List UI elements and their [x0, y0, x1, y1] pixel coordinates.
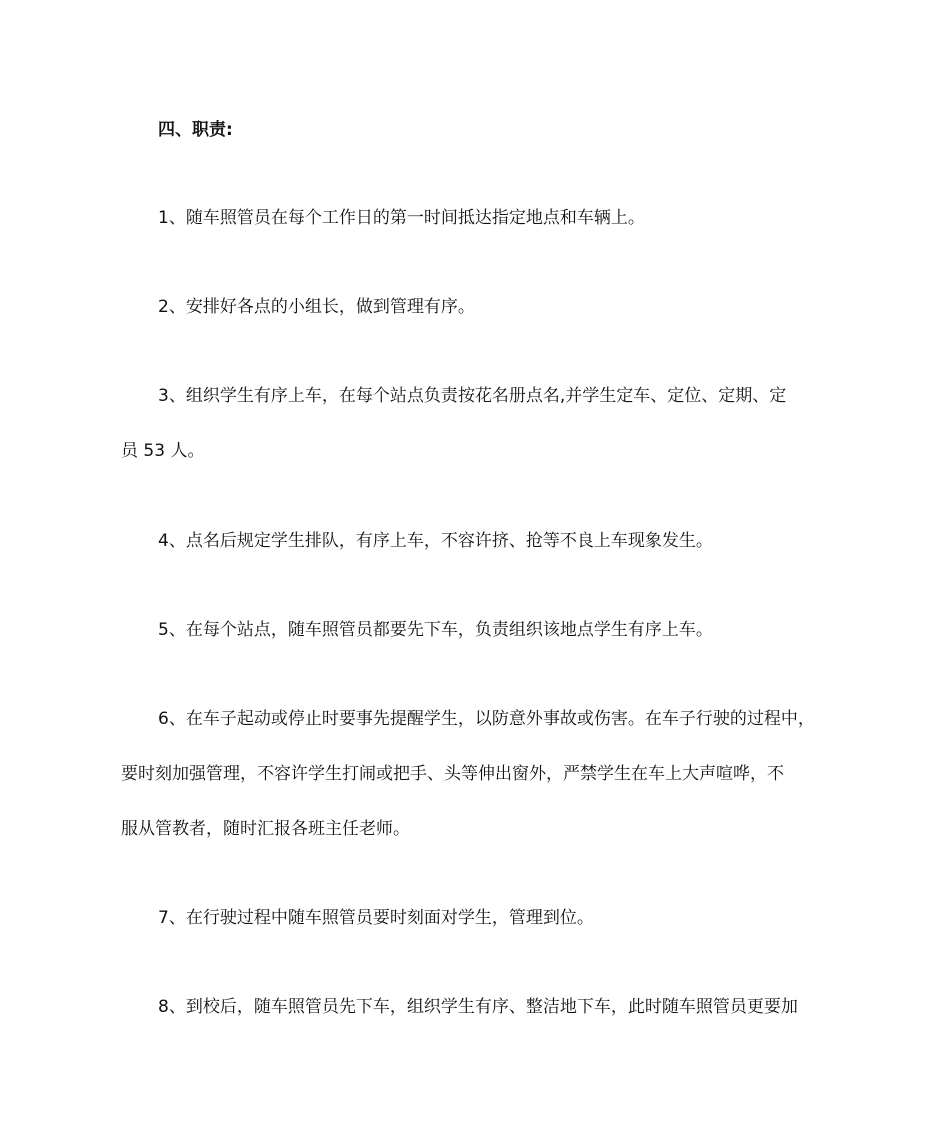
paragraph-6-line-3: 服从管教者，随时汇报各班主任老师。: [121, 819, 410, 839]
paragraph-8-line-1: 8、到校后，随车照管员先下车，组织学生有序、整洁地下车，此时随车照管员更要加: [158, 997, 798, 1017]
paragraph-6-line-1: 6、在车子起动或停止时要事先提醒学生，以防意外事故或伤害。在车子行驶的过程中，: [158, 709, 815, 729]
paragraph-3-line-1: 3、组织学生有序上车，在每个站点负责按花名册点名,并学生定车、定位、定期、定: [158, 386, 787, 406]
paragraph-1-line-1: 1、随车照管员在每个工作日的第一时间抵达指定地点和车辆上。: [158, 208, 645, 228]
section-heading: 四、职责:: [158, 120, 233, 140]
paragraph-3-line-2: 员 53 人。: [121, 441, 205, 461]
paragraph-5-line-1: 5、在每个站点，随车照管员都要先下车，负责组织该地点学生有序上车。: [158, 620, 713, 640]
paragraph-2-line-1: 2、安排好各点的小组长，做到管理有序。: [158, 297, 475, 317]
paragraph-7-line-1: 7、在行驶过程中随车照管员要时刻面对学生，管理到位。: [158, 908, 594, 928]
paragraph-4-line-1: 4、点名后规定学生排队，有序上车，不容许挤、抢等不良上车现象发生。: [158, 531, 713, 551]
paragraph-6-line-2: 要时刻加强管理，不容许学生打闹或把手、头等伸出窗外，严禁学生在车上大声喧哗，不: [121, 764, 784, 784]
